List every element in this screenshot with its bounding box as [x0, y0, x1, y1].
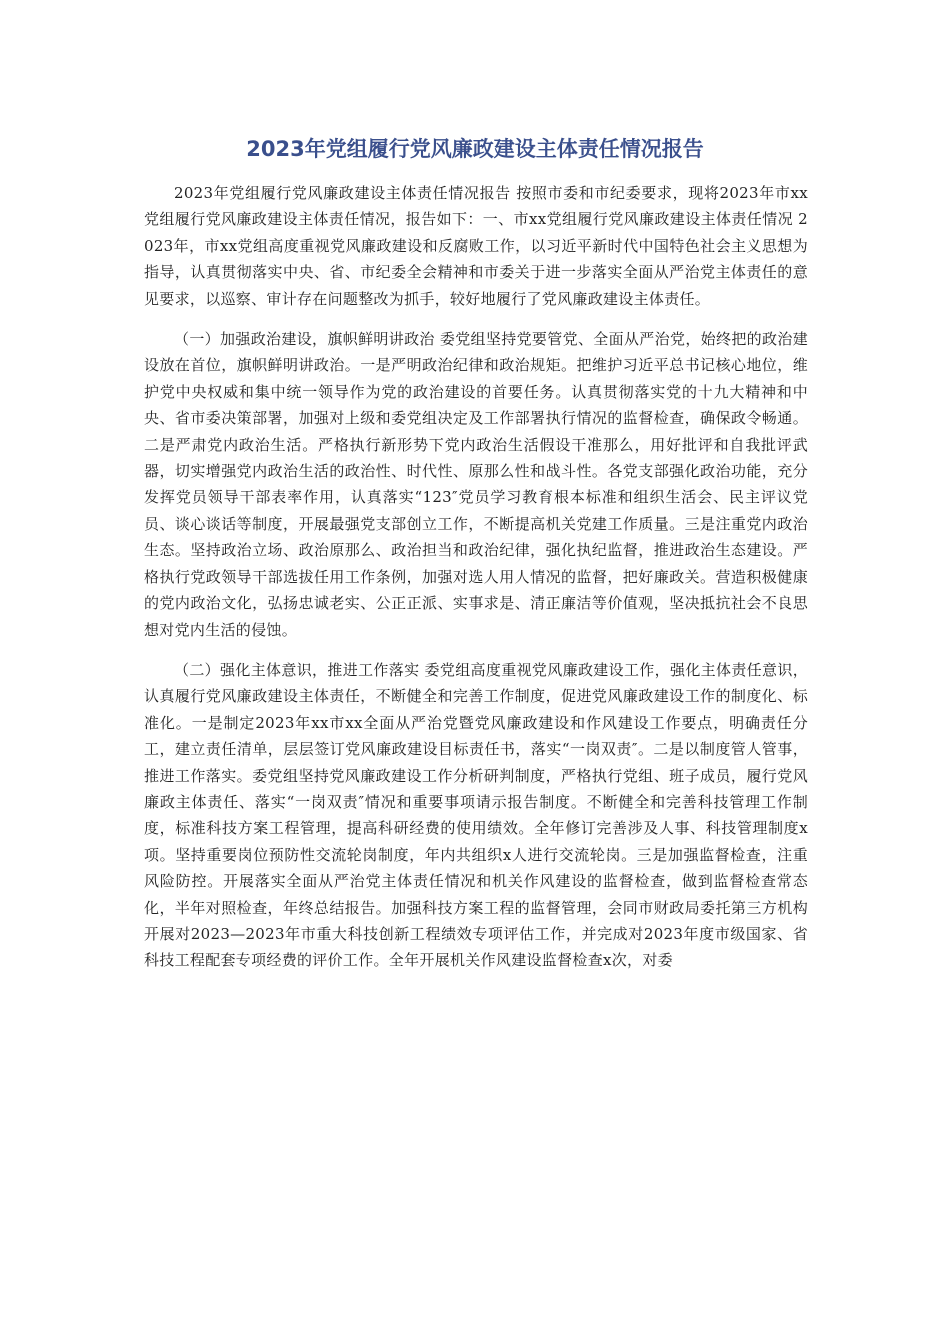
document-title: 2023年党组履行党风廉政建设主体责任情况报告: [246, 137, 704, 161]
section-two-paragraph: （二）强化主体意识，推进工作落实 委党组高度重视党风廉政建设工作，强化主体责任意识，认真履行党风廉政建设主体责任，不断健全和完善工作制度，促进党风廉政建设工作的制度化、标准化。一是制定2023年xx市xx全面从严治党暨党风廉政建设和作风建设工作要点，明确责任分工，建立责任清单，层层签订党风廉政建设目标责任书，落实“一岗双责″。二是以制度管人管事，推进工作落实。委党组坚持党风廉政建设工作分析研判制度，严格执行党组、班子成员，履行党风廉政主体责任、落实“一岗双责″情况和重要事项请示报告制度。不断健全和完善科技管理工作制度，标准科技方案工程管理，提高科研经费的使用绩效。全年修订完善涉及人事、科技管理制度x项。坚持重要岗位预防性交流轮岗制度，年内共组织x人进行交流轮岗。三是加强监督检查，注重风险防控。开展落实全面从严治党主体责任情况和机关作风建设的监督检查，做到监督检查常态化，半年对照检查，年终总结报告。加强科技方案工程的监督管理，会同市财政局委托第三方机构开展对2023—2023年市重大科技创新工程绩效专项评估工作，并完成对2023年度市级国家、省科技工程配套专项经费的评价工作。全年开展机关作风建设监督检查x次，对委: [144, 660, 808, 970]
document-body: [144, 180, 808, 974]
intro-paragraph: 2023年党组履行党风廉政建设主体责任情况报告 按照市委和市纪委要求，现将2023年市xx党组履行党风廉政建设主体责任情况，报告如下：一、市xx党组履行党风廉政建设主体责任情况 2023年，市xx党组高度重视党风廉政建设和反腐败工作，以习近平新时代中国特色社会主义思想为指导，认真贯彻落实中央、省、市纪委全会精神和市委关于进一步落实全面从严治党主体责任的意见要求，以巡察、审计存在问题整改为抓手，较好地履行了党风廉政建设主体责任。: [144, 184, 808, 308]
section-one-paragraph: （一）加强政治建设，旗帜鲜明讲政治 委党组坚持党要管党、全面从严治党，始终把的政治建设放在首位，旗帜鲜明讲政治。一是严明政治纪律和政治规矩。把维护习近平总书记核心地位，维护党中央权威和集中统一领导作为党的政治建设的首要任务。认真贯彻落实党的十九大精神和中央、省市委决策部署，加强对上级和委党组决定及工作部署执行情况的监督检查，确保政令畅通。二是严肃党内政治生活。严格执行新形势下党内政治生活假设干准那么，用好批评和自我批评武器，切实增强党内政治生活的政治性、时代性、原那么性和战斗性。各党支部强化政治功能，充分发挥党员领导干部表率作用，认真落实“123″党员学习教育根本标准和组织生活会、民主评议党员、谈心谈话等制度，开展最强党支部创立工作，不断提高机关党建工作质量。三是注重党内政治生态。坚持政治立场、政治原那么、政治担当和政治纪律，强化执纪监督，推进政治生态建设。严格执行党政领导干部选拔任用工作条例，加强对选人用人情况的监督，把好廉政关。营造积极健康的党内政治文化，弘扬忠诚老实、公正正派、实事求是、清正廉洁等价值观，坚决抵抗社会不良思想对党内生活的侵蚀。: [144, 330, 808, 639]
